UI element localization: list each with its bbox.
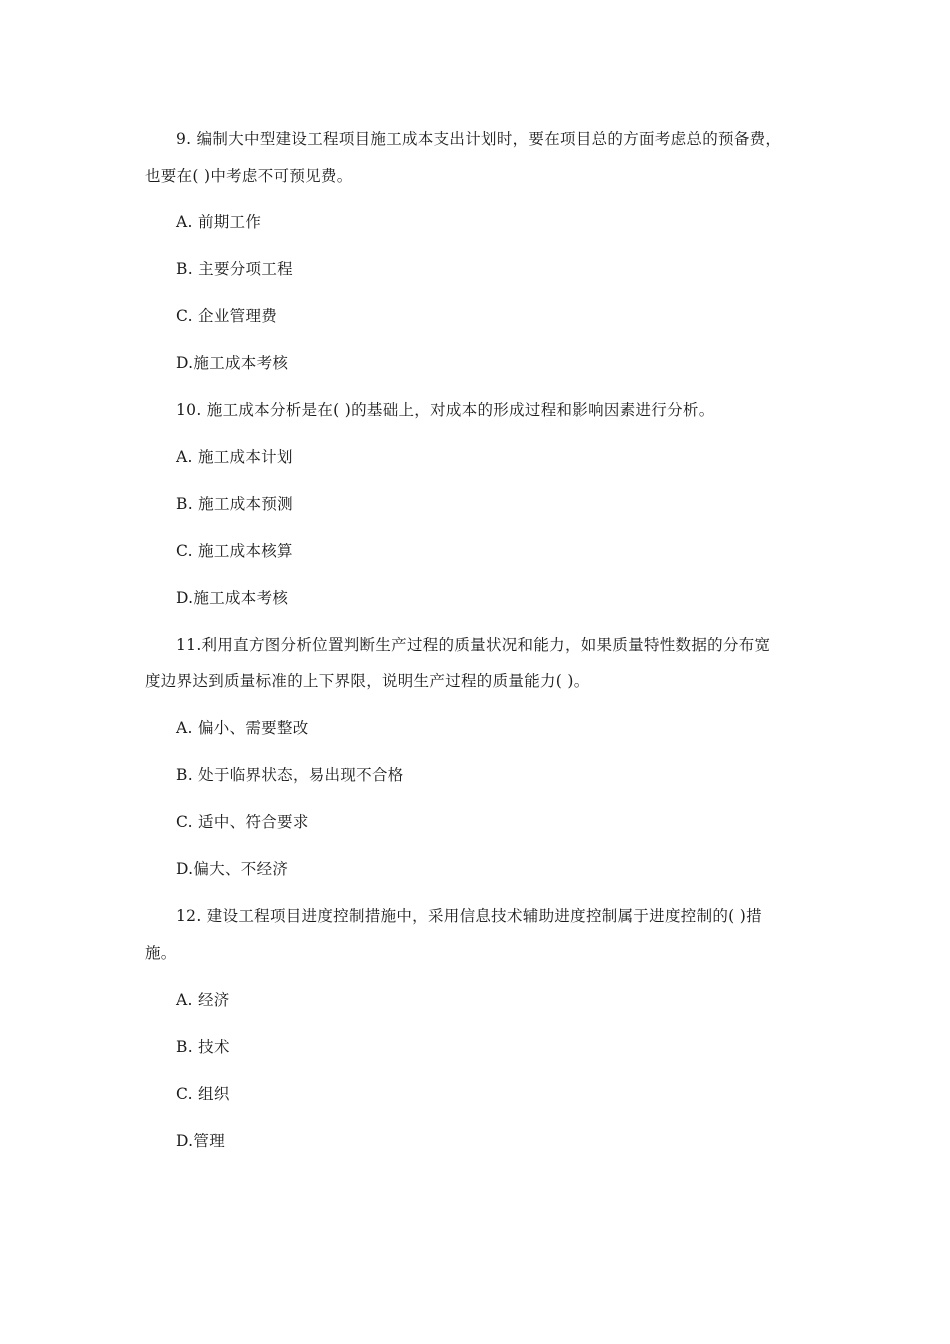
question-9-option-b: B. 主要分项工程 <box>176 260 293 278</box>
question-12-option-c: C. 组织 <box>176 1085 230 1103</box>
question-12-stem-line-1: 12. 建设工程项目进度控制措施中，采用信息技术辅助进度控制属于进度控制的( )措 <box>176 907 762 925</box>
question-12-stem-line-2: 施。 <box>145 944 177 962</box>
question-10-option-a: A. 施工成本计划 <box>176 448 293 466</box>
question-11-stem-line-2: 度边界达到质量标准的上下界限，说明生产过程的质量能力( )。 <box>145 672 590 690</box>
question-9-stem-line-2: 也要在( )中考虑不可预见费。 <box>145 167 353 185</box>
question-11-option-b: B. 处于临界状态，易出现不合格 <box>176 766 404 784</box>
question-11-option-a: A. 偏小、需要整改 <box>176 719 309 737</box>
question-11-option-c: C. 适中、符合要求 <box>176 813 309 831</box>
question-9-stem-line-1: 9. 编制大中型建设工程项目施工成本支出计划时，要在项目总的方面考虑总的预备费， <box>176 130 782 148</box>
question-10-option-d: D.施工成本考核 <box>176 589 289 607</box>
question-12-option-b: B. 技术 <box>176 1038 230 1056</box>
question-10-option-b: B. 施工成本预测 <box>176 495 293 513</box>
question-12-option-a: A. 经济 <box>176 991 230 1009</box>
question-11-stem-line-1: 11.利用直方图分析位置判断生产过程的质量状况和能力，如果质量特性数据的分布宽 <box>176 636 771 654</box>
question-9-option-c: C. 企业管理费 <box>176 307 278 325</box>
question-9-option-d: D.施工成本考核 <box>176 354 289 372</box>
question-10-stem-line-1: 10. 施工成本分析是在( )的基础上，对成本的形成过程和影响因素进行分析。 <box>176 401 715 419</box>
question-12-option-d: D.管理 <box>176 1132 226 1150</box>
question-9-option-a: A. 前期工作 <box>176 213 262 231</box>
question-10-option-c: C. 施工成本核算 <box>176 542 293 560</box>
question-11-option-d: D.偏大、不经济 <box>176 860 289 878</box>
